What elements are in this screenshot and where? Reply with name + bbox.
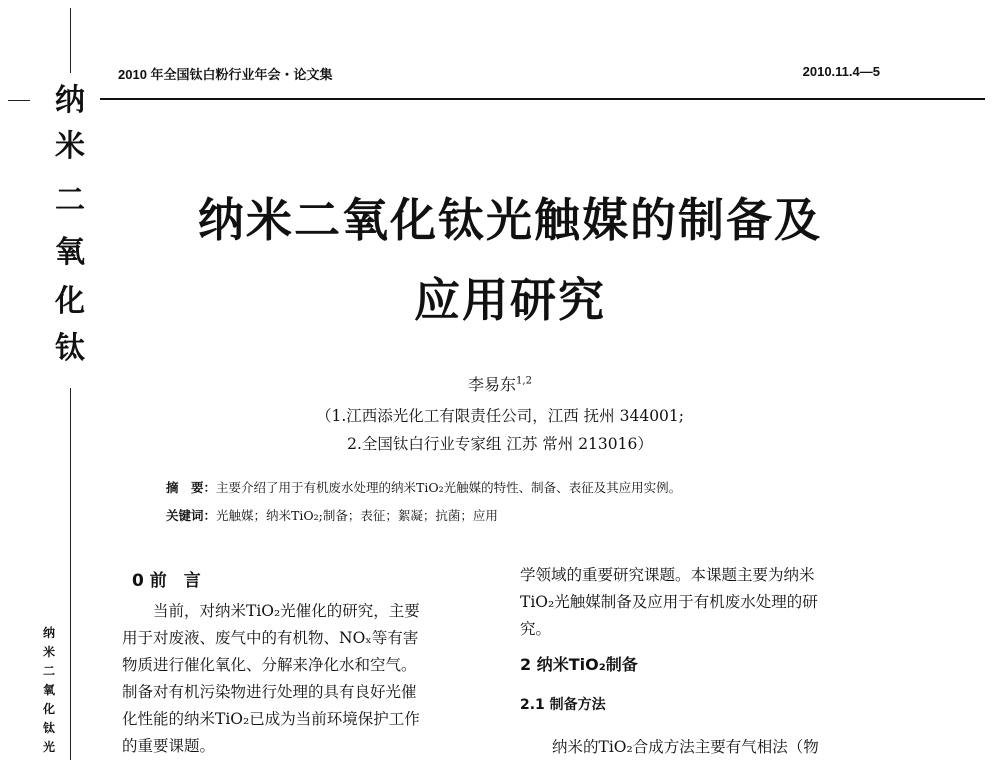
- sidebar-char-3: 二: [55, 183, 85, 218]
- intro-line-6: 的重要课题。: [122, 737, 216, 755]
- keywords-label: 关键词：: [166, 508, 217, 523]
- abstract-label: 摘 要：: [166, 480, 217, 495]
- abstract: [166, 478, 966, 496]
- intro-line-5: 化性能的纳米TiO₂已成为当前环境保护工作: [122, 710, 420, 728]
- intro-line-2: 用于对废液、废气中的有机物、NOₓ等有害: [122, 629, 419, 647]
- right-continuation: [520, 562, 880, 643]
- sidebar-dash: [8, 100, 30, 101]
- intro-paragraph: [122, 598, 482, 760]
- sidebar-small-char-6: 钛: [42, 721, 55, 735]
- paper-title-line2: 应用研究: [414, 273, 606, 327]
- abstract-text: 主要介绍了用于有机废水处理的纳米TiO₂光触媒的特性、制备、表征及其应用实例。: [216, 480, 682, 495]
- keywords: [166, 506, 966, 524]
- sidebar-char-1: 纳: [55, 83, 85, 118]
- affiliation-1: （1.江西添光化工有限责任公司，江西 抚州 344001;: [315, 407, 685, 425]
- sidebar-small-char-7: 光: [42, 740, 55, 754]
- right-line-1: 学领域的重要研究课题。本课题主要为纳米: [520, 566, 815, 584]
- intro-line-1: 当前，对纳米TiO₂光催化的研究，主要: [153, 602, 420, 620]
- affiliation-2: 2.全国钛白行业专家组 江苏 常州 213016）: [347, 435, 653, 453]
- section-2-1-text: 纳米的TiO₂合成方法主要有气相法（物: [552, 738, 819, 756]
- running-header-right: 2010.11.4—5: [802, 64, 880, 79]
- section-2-1-heading: 2.1 制备方法: [520, 697, 606, 713]
- section-2-heading: 2 纳米TiO₂制备: [520, 655, 638, 674]
- sidebar-small-char-3: 二: [42, 664, 55, 678]
- sidebar-char-5: 化: [55, 284, 85, 319]
- sidebar-char-6: 钛: [55, 331, 85, 366]
- sidebar-small-char-4: 氧: [42, 683, 55, 697]
- author-name: 李易东: [468, 375, 517, 394]
- running-header-left: 2010 年全国钛白粉行业年会・论文集: [118, 67, 333, 82]
- intro-line-4: 制备对有机污染物进行处理的具有良好光催: [122, 683, 417, 701]
- sidebar-char-4: 氧: [55, 235, 85, 270]
- sidebar-rule-bottom: [70, 388, 71, 760]
- paper-title-line1: 纳米二氧化钛光触媒的制备及: [198, 193, 822, 247]
- intro-line-3: 物质进行催化氧化、分解来净化水和空气。: [122, 656, 417, 674]
- sidebar-small-char-2: 米: [42, 645, 55, 659]
- author-affiliation-marks: 1,2: [516, 375, 532, 387]
- sidebar-small-char-5: 化: [42, 702, 55, 716]
- sidebar-char-2: 米: [55, 129, 85, 164]
- right-line-3: 究。: [520, 620, 552, 638]
- sidebar-rule-top: [70, 8, 71, 73]
- header-rule: [100, 98, 985, 100]
- keywords-text: 光触媒；纳米TiO₂;制备；表征；絮凝；抗菌；应用: [216, 508, 498, 523]
- sidebar-small-char-1: 纳: [42, 626, 55, 640]
- author: [200, 372, 800, 395]
- section-0-heading: 0 前 言: [132, 571, 201, 591]
- right-line-2: TiO₂光触媒制备及应用于有机废水处理的研: [520, 593, 818, 611]
